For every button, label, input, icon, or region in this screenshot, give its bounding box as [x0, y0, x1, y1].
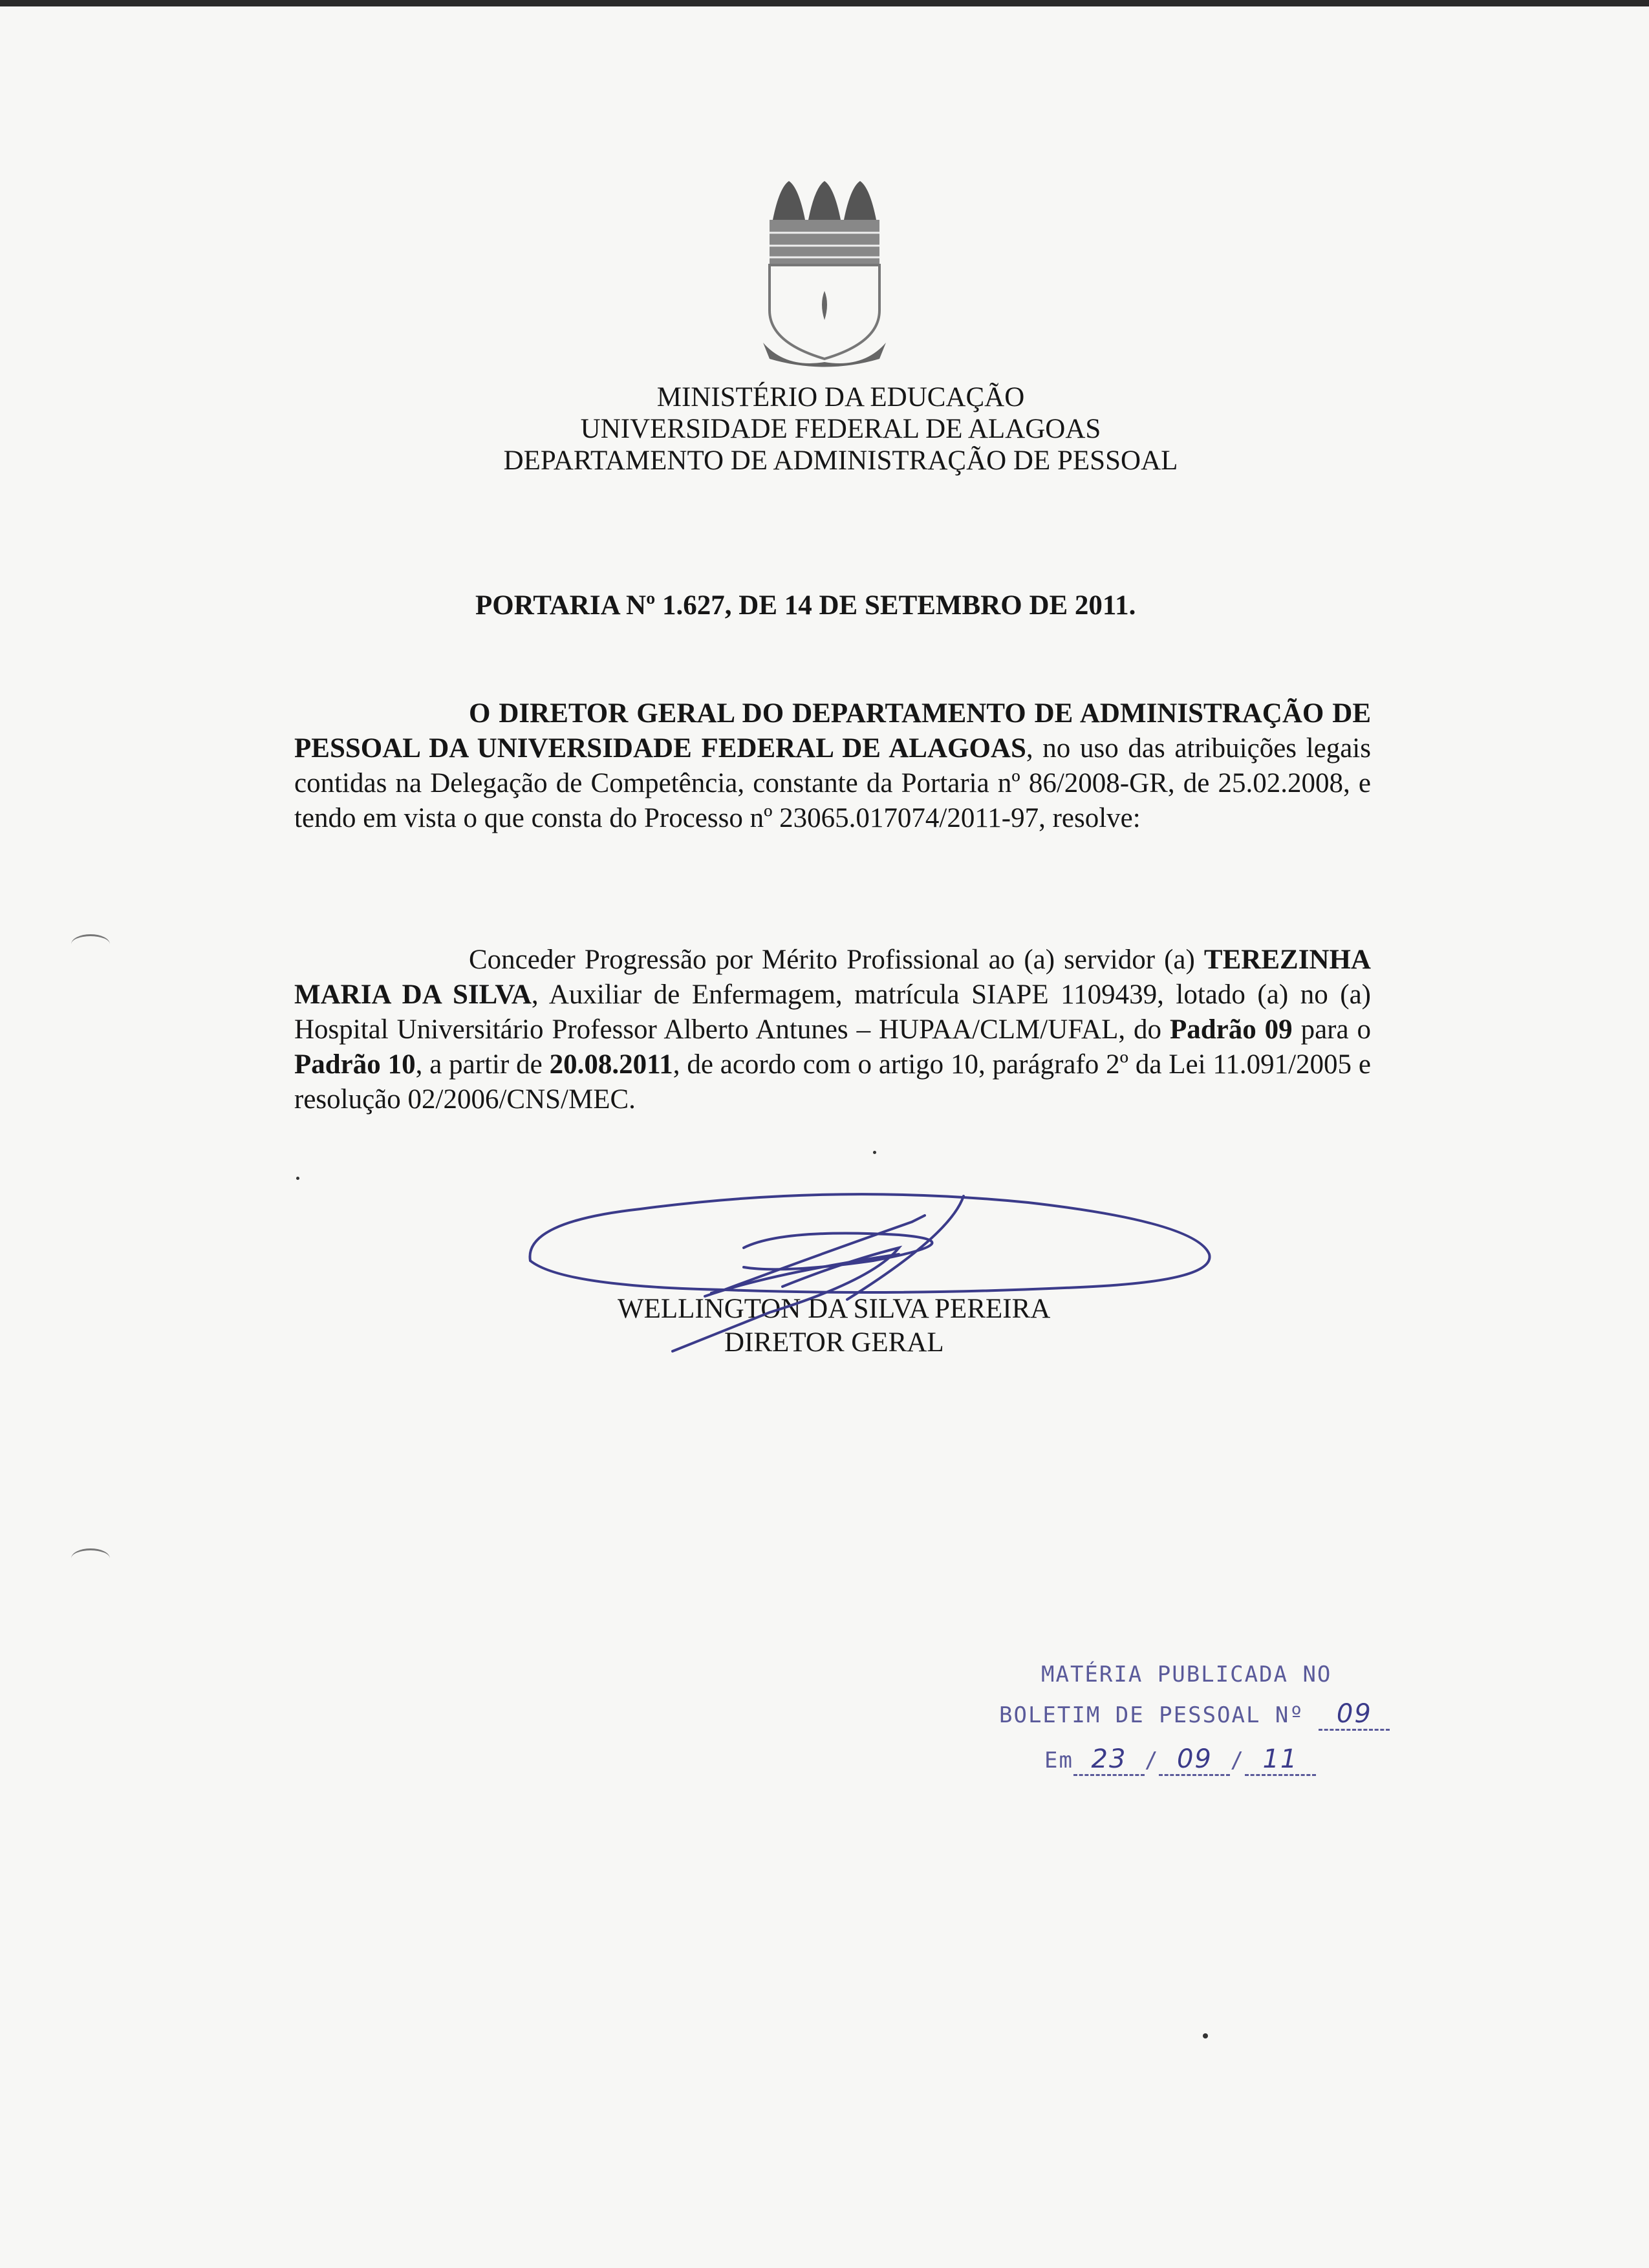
bulletin-number: 09: [1319, 1699, 1390, 1731]
resolution-text: Conceder Progressão por Mérito Profissional ao (a) servidor (a): [469, 945, 1204, 975]
resolution-text: , Auxiliar de Enfermagem, matrícula SIAPE 1109439, lotado (a) no (a) Hospital Universitário Professor Alberto Antunes – HUPAA/CLM/UFAL, do: [294, 979, 1371, 1045]
dust-speck: [296, 1177, 299, 1180]
authority-text: O DIRETOR GERAL DO DEPARTAMENTO DE ADMINISTRAÇÃO DE PESSOAL DA UNIVERSIDADE FEDERAL DE ALAGOAS: [294, 698, 1371, 764]
employee-name: TEREZINHA MARIA DA SILVA: [294, 945, 1371, 1010]
department-name: DEPARTAMENTO DE ADMINISTRAÇÃO DE PESSOAL: [503, 445, 1178, 476]
university-name: UNIVERSIDADE FEDERAL DE ALAGOAS: [580, 414, 1101, 444]
preamble-paragraph: [294, 696, 1371, 836]
ministry-name: MINISTÉRIO DA EDUCAÇÃO: [656, 382, 1025, 412]
signatory-role: DIRETOR GERAL: [724, 1327, 944, 1358]
resolution-text: , a partir de: [415, 1049, 550, 1080]
preamble-text: , no uso das atribuições legais contidas na Delegação de Competência, constante da Portaria nº 86/2008-GR, de 25.02.2008, e tendo em vista o que consta do Processo nº 23065.017074/2011-97, resolve:: [294, 733, 1371, 833]
university-crest-icon: [760, 181, 889, 375]
stamp-line-3: Em 23 / 09 / 11: [1044, 1744, 1316, 1776]
resolution-paragraph: [294, 943, 1371, 1117]
from-level: Padrão 09: [1169, 1014, 1293, 1045]
stamp-day: 23: [1073, 1744, 1145, 1776]
resolution-text: para o: [1292, 1014, 1371, 1045]
stamp-year: 11: [1245, 1744, 1316, 1776]
stamp-month: 09: [1159, 1744, 1230, 1776]
stamp-line-2: [999, 1699, 1390, 1731]
to-level: Padrão 10: [294, 1049, 416, 1080]
document-header: [0, 381, 1649, 476]
publication-stamp: [999, 1662, 1419, 1817]
punch-hole-mark: [71, 1548, 110, 1568]
stamp-bulletin-label: BOLETIM DE PESSOAL Nº: [999, 1702, 1304, 1728]
ordinance-title: PORTARIA Nº 1.627, DE 14 DE SETEMBRO DE 2011.: [475, 590, 1136, 621]
dust-speck: [1203, 2033, 1208, 2038]
punch-hole-mark: [71, 934, 110, 954]
dust-speck: [873, 1151, 876, 1154]
scan-edge: [0, 0, 1649, 6]
signatory-name: WELLINGTON DA SILVA PEREIRA: [618, 1294, 1051, 1324]
resolution-text: , de acordo com o artigo 10, parágrafo 2º da Lei 11.091/2005 e resolução 02/2006/CNS/MEC.: [294, 1049, 1371, 1115]
handwritten-signature: [511, 1183, 1222, 1364]
stamp-line-1: MATÉRIA PUBLICADA NO: [1041, 1662, 1332, 1687]
stamp-date-prefix: Em: [1044, 1748, 1073, 1773]
effective-date: 20.08.2011: [549, 1049, 673, 1080]
